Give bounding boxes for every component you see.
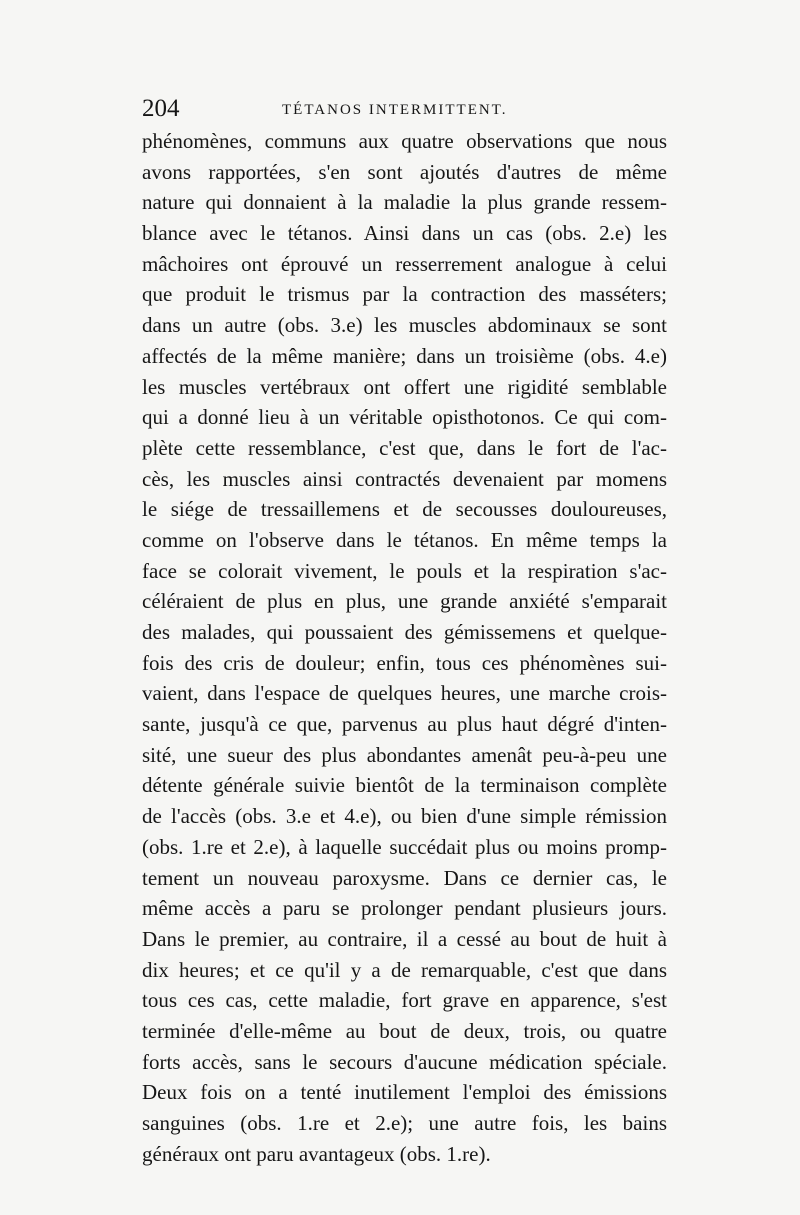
text-line: forts accès, sans le secours d'aucune médication spéciale. [142, 1049, 667, 1074]
text-line: des malades, qui poussaient des gémissemens et quelque- [142, 620, 667, 644]
text-line: affectés de la même manière; dans un troisième (obs. 4.e) [142, 343, 667, 368]
text-line: même accès a paru se prolonger pendant plusieurs jours. [142, 896, 667, 921]
text-line: comme on l'observe dans le tétanos. En même temps la [142, 527, 667, 552]
text-line: Dans le premier, au contraire, il a cessé au bout de huit à [142, 926, 667, 951]
page-header [142, 96, 662, 122]
text-line: sante, jusqu'à ce que, parvenus au plus haut dégré d'inten- [142, 712, 667, 737]
text-line: plète cette ressemblance, c'est que, dans le fort de l'ac- [142, 435, 667, 460]
text-line: de l'accès (obs. 3.e et 4.e), ou bien d'une simple rémission [142, 804, 667, 829]
text-line: Deux fois on a tenté inutilement l'emploi des émissions [142, 1080, 667, 1105]
text-line: qui a donné lieu à un véritable opisthotonos. Ce qui com- [142, 405, 667, 430]
text-line: dans un autre (obs. 3.e) les muscles abdominaux se sont [142, 313, 667, 338]
text-line: blance avec le tétanos. Ainsi dans un cas (obs. 2.e) les [142, 221, 667, 246]
text-line: terminée d'elle-même au bout de deux, trois, ou quatre [142, 1018, 667, 1043]
text-line: tous ces cas, cette maladie, fort grave en apparence, s'est [142, 988, 667, 1013]
text-line: généraux ont paru avantageux (obs. 1.re). [142, 1141, 491, 1166]
text-line: dix heures; et ce qu'il y a de remarquable, c'est que dans [142, 957, 667, 982]
text-line: vaient, dans l'espace de quelques heures, une marche crois- [142, 681, 667, 706]
text-line: nature qui donnaient à la maladie la plus grande ressem- [142, 190, 667, 215]
text-line: cès, les muscles ainsi contractés devenaient par momens [142, 466, 667, 491]
text-line: avons rapportées, s'en sont ajoutés d'autres de même [142, 159, 667, 184]
text-line: fois des cris de douleur; enfin, tous ces phénomènes sui- [142, 650, 667, 675]
text-line: céléraient de plus en plus, une grande anxiété s'emparait [142, 589, 667, 614]
text-line: (obs. 1.re et 2.e), à laquelle succédait plus ou moins promp- [142, 834, 667, 859]
text-line: le siége de tressaillemens et de secousses douloureuses, [142, 497, 667, 522]
text-line: tement un nouveau paroxysme. Dans ce dernier cas, le [142, 865, 667, 890]
page-number: 204 [142, 95, 180, 122]
text-line: sanguines (obs. 1.re et 2.e); une autre fois, les bains [142, 1111, 667, 1135]
body-text [142, 126, 667, 1169]
text-line: face se colorait vivement, le pouls et la respiration s'ac- [142, 558, 667, 583]
running-title: TÉTANOS INTERMITTENT. [282, 102, 508, 118]
text-line: mâchoires ont éprouvé un resserrement analogue à celui [142, 251, 667, 276]
text-line: phénomènes, communs aux quatre observations que nous [142, 129, 667, 153]
text-line: que produit le trismus par la contraction des masséters; [142, 282, 667, 307]
text-line: les muscles vertébraux ont offert une rigidité semblable [142, 374, 667, 399]
text-line: détente générale suivie bientôt de la terminaison complète [142, 773, 667, 798]
text-line: sité, une sueur des plus abondantes amenât peu-à-peu une [142, 742, 667, 767]
